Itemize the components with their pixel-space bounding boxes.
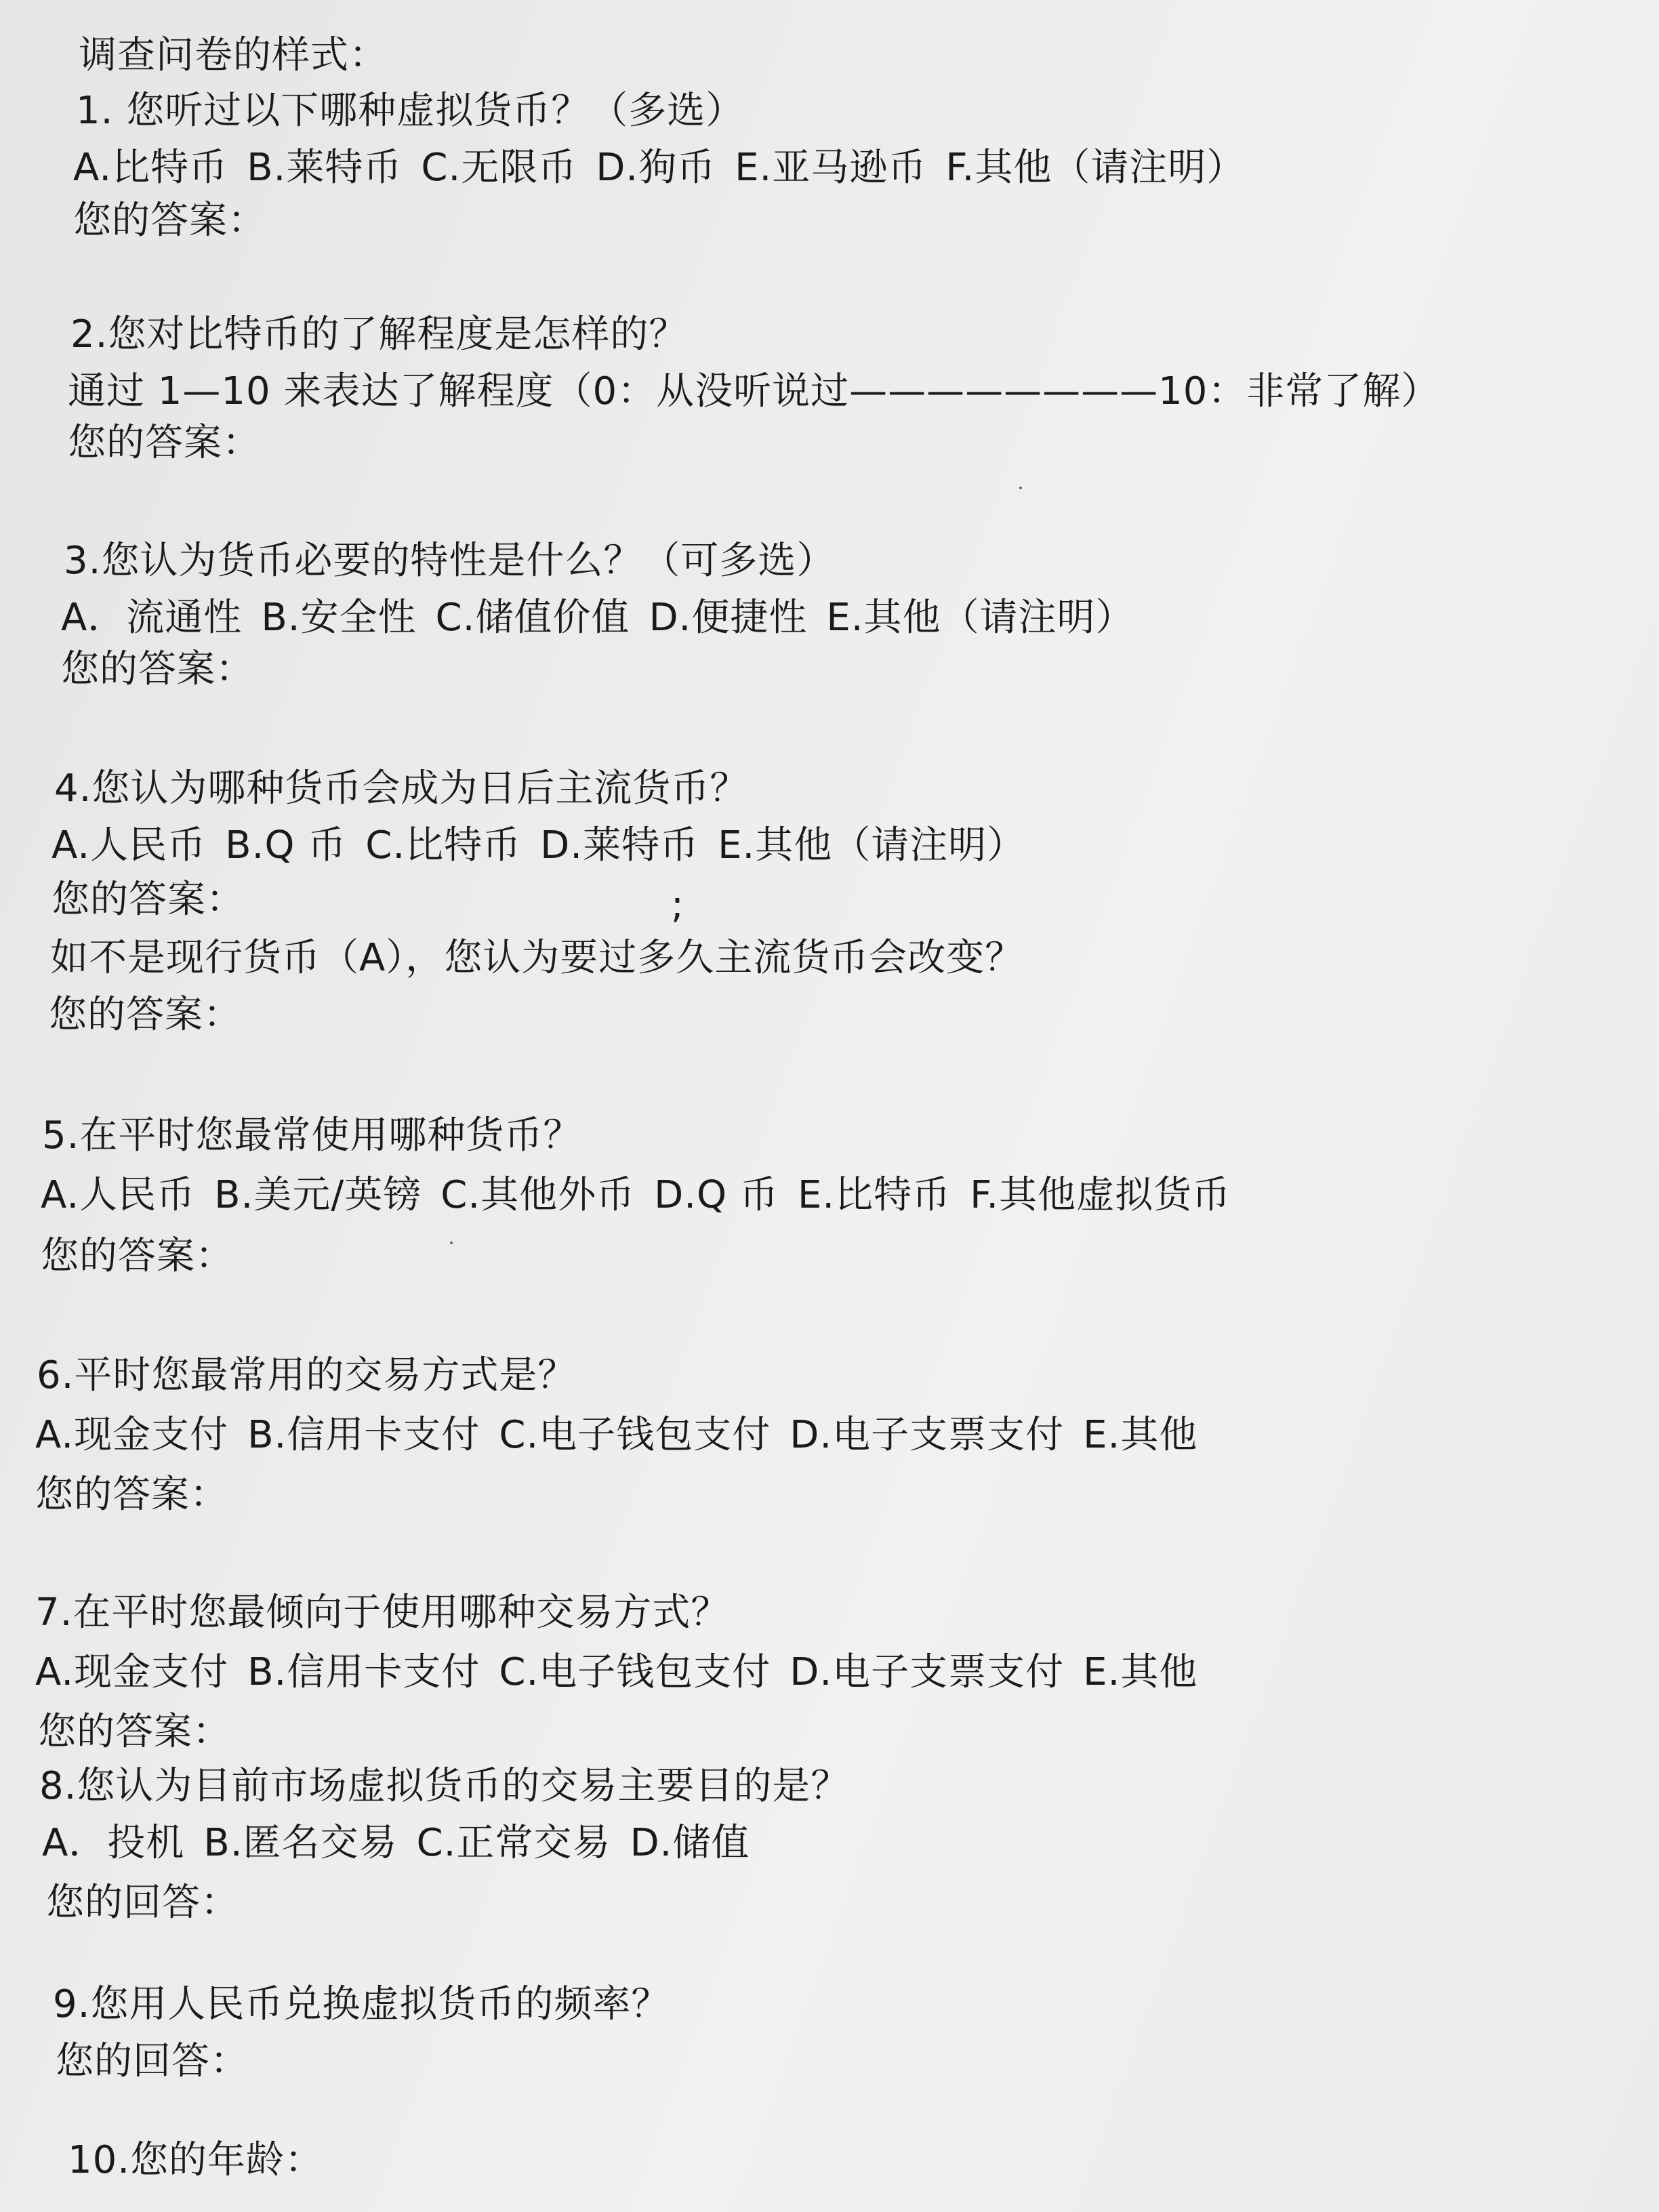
option: E.其他 bbox=[1083, 1650, 1198, 1694]
answer-label: 您的答案： bbox=[68, 421, 261, 465]
option: E.其他（请注明） bbox=[826, 596, 1134, 640]
question-2: 2.您对比特币的了解程度是怎样的？ bbox=[70, 312, 688, 356]
option: A．流通性 bbox=[61, 596, 243, 640]
answer-label: 您的答案： bbox=[49, 993, 242, 1037]
question-7: 7.在平时您最倾向于使用哪种交易方式？ bbox=[35, 1591, 730, 1635]
option: A.现金支付 bbox=[35, 1413, 229, 1457]
option: F.其他（请注明） bbox=[945, 146, 1246, 190]
option: C.储值价值 bbox=[435, 596, 630, 640]
question-6: 6.平时您最常用的交易方式是？ bbox=[37, 1353, 577, 1397]
option: D.便捷性 bbox=[649, 596, 808, 640]
paper-speck bbox=[1019, 487, 1022, 489]
question-1: 1. 您听过以下哪种虚拟货币？（多选） bbox=[76, 89, 745, 133]
question-2-scale: 通过 1—10 来表达了解程度（0：从没听说过————————10：非常了解） bbox=[68, 369, 1440, 413]
option: E.比特币 bbox=[797, 1173, 951, 1217]
question-7-options bbox=[35, 1648, 1216, 1697]
option: B.信用卡支付 bbox=[247, 1650, 480, 1694]
answer-label: 您的答案： bbox=[52, 878, 245, 922]
answer-label: 您的回答： bbox=[56, 2039, 249, 2083]
option: D.Q 币 bbox=[654, 1173, 779, 1217]
question-4-options bbox=[52, 821, 1044, 870]
option: E.亚马逊币 bbox=[735, 146, 927, 190]
answer-label: 您的答案： bbox=[73, 199, 266, 243]
question-1-options bbox=[73, 144, 1264, 192]
question-5: 5.在平时您最常使用哪种货币？ bbox=[42, 1113, 582, 1158]
option: B.莱特币 bbox=[247, 146, 403, 190]
answer-label: 您的答案： bbox=[38, 1710, 231, 1754]
option: A.人民币 bbox=[41, 1173, 196, 1217]
option: C.电子钱包支付 bbox=[499, 1413, 771, 1457]
option: B.美元/英镑 bbox=[214, 1173, 422, 1217]
answer-label: 您的答案： bbox=[61, 647, 254, 691]
question-9: 9.您用人民币兑换虚拟货币的频率？ bbox=[53, 1982, 670, 2026]
option: C.无限币 bbox=[421, 146, 577, 190]
question-3-options bbox=[61, 594, 1153, 642]
option: E.其他 bbox=[1083, 1413, 1198, 1457]
option: B.安全性 bbox=[261, 596, 417, 640]
question-6-options bbox=[35, 1411, 1216, 1460]
option: C.比特币 bbox=[365, 823, 522, 867]
question-4: 4.您认为哪种货币会成为日后主流货币？ bbox=[54, 766, 749, 811]
option: D.储值 bbox=[630, 1821, 750, 1865]
option: B.Q 币 bbox=[225, 823, 347, 867]
option: E.其他（请注明） bbox=[718, 823, 1026, 867]
question-10: 10.您的年龄： bbox=[68, 2138, 324, 2182]
option: B.信用卡支付 bbox=[247, 1413, 480, 1457]
question-8-options bbox=[42, 1819, 769, 1868]
option: A．投机 bbox=[42, 1821, 185, 1865]
question-4-followup: 如不是现行货币（A），您认为要过多久主流货币会改变？ bbox=[50, 936, 1024, 980]
option: C.正常交易 bbox=[416, 1821, 611, 1865]
page-title: 调查问卷的样式： bbox=[79, 33, 388, 77]
option: D.狗币 bbox=[596, 146, 716, 190]
option: D.莱特币 bbox=[540, 823, 699, 867]
question-5-options bbox=[41, 1171, 1250, 1220]
question-8: 8.您认为目前市场虚拟货币的交易主要目的是？ bbox=[39, 1764, 850, 1808]
answer-label: 您的回答： bbox=[46, 1881, 239, 1925]
option: B.匿名交易 bbox=[203, 1821, 398, 1865]
option: A.现金支付 bbox=[35, 1650, 229, 1694]
answer-mark: ; bbox=[671, 883, 684, 927]
answer-label: 您的答案： bbox=[41, 1234, 234, 1278]
option: D.电子支票支付 bbox=[790, 1650, 1065, 1694]
option: C.其他外币 bbox=[441, 1173, 636, 1217]
option: F.其他虚拟货币 bbox=[970, 1173, 1231, 1217]
option: A.人民币 bbox=[52, 823, 207, 867]
question-3: 3.您认为货币必要的特性是什么？（可多选） bbox=[64, 539, 836, 583]
option: D.电子支票支付 bbox=[790, 1413, 1065, 1457]
paper-speck bbox=[450, 1242, 453, 1244]
option: A.比特币 bbox=[73, 146, 228, 190]
answer-label: 您的答案： bbox=[35, 1473, 228, 1517]
option: C.电子钱包支付 bbox=[499, 1650, 771, 1694]
